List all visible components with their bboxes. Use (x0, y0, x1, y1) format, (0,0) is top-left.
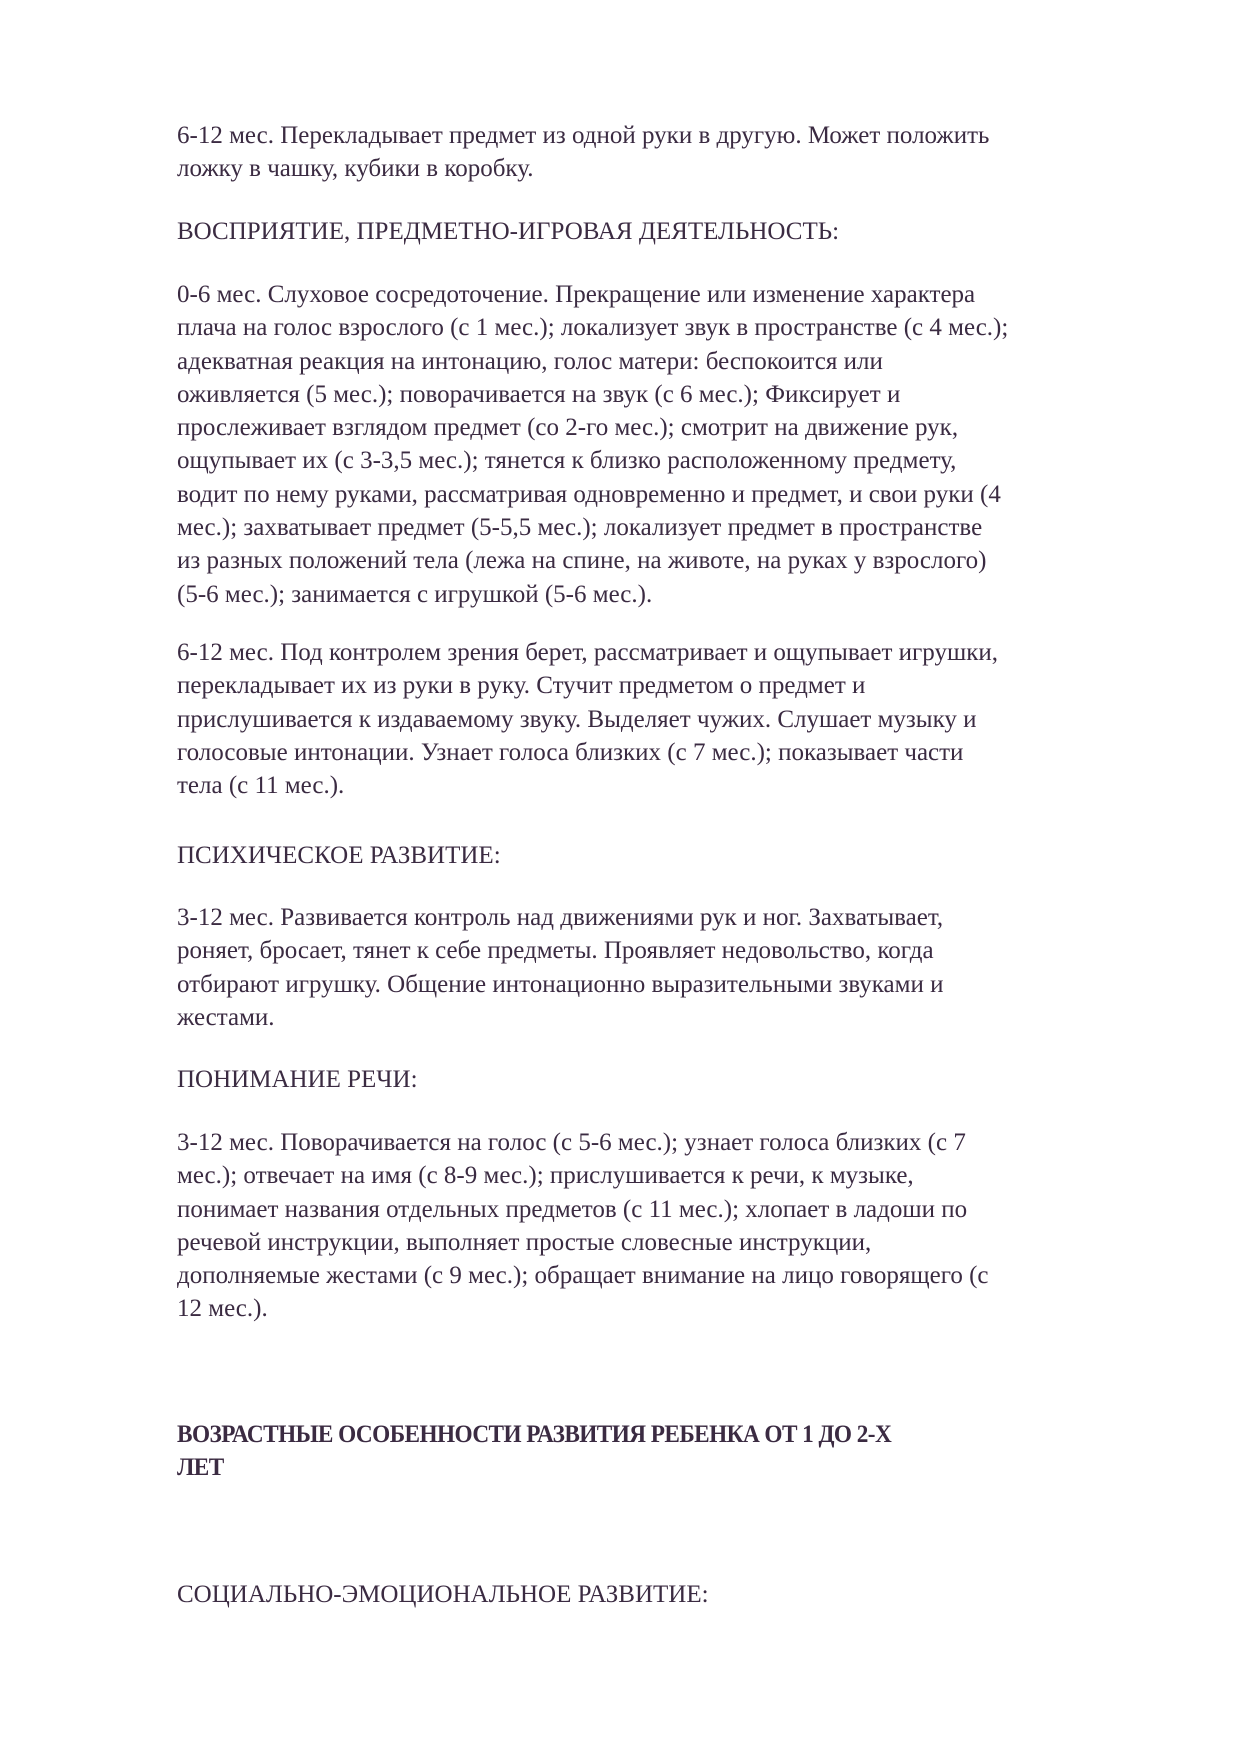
text-line: отбирают игрушку. Общение интонационно выразительными звуками и (177, 970, 944, 998)
text-line: 0-6 мес. Слуховое сосредоточение. Прекращение или изменение характера (177, 281, 976, 308)
text-line: мес.); отвечает на имя (с 8-9 мес.); прислушивается к речи, к музыке, (177, 1162, 914, 1190)
section-heading (177, 1063, 1177, 1096)
paragraph (177, 636, 1177, 802)
text-line: 3-12 мес. Развивается контроль над движениями рук и ног. Захватывает, (177, 904, 944, 931)
section-heading (177, 215, 1177, 248)
text-line: ПСИХИЧЕСКОЕ РАЗВИТИЕ: (177, 842, 501, 869)
section-heading (177, 839, 1177, 872)
paragraph (177, 1126, 1177, 1326)
text-line: прослеживает взглядом предмет (со 2-го мес.); смотрит на движение рук, (177, 414, 959, 442)
text-line: жестами. (177, 1003, 275, 1031)
text-line: прислушивается к издаваемому звуку. Выделяет чужих. Слушает музыку и (177, 705, 977, 733)
text-line: оживляется (5 мес.); поворачивается на звук (с 6 мес.); Фиксирует и (177, 380, 901, 408)
text-line: понимает названия отдельных предметов (с 11 мес.); хлопает в ладоши по (177, 1195, 968, 1223)
section-heading (177, 1578, 1177, 1611)
chapter-title (177, 1418, 1107, 1485)
text-line: ВОСПРИЯТИЕ, ПРЕДМЕТНО-ИГРОВАЯ ДЕЯТЕЛЬНОСТЬ: (177, 218, 840, 245)
text-line: перекладывает их из руки в руку. Стучит предметом о предмет и (177, 672, 866, 700)
text-line: 12 мес.). (177, 1295, 268, 1323)
text-line: тела (с 11 мес.). (177, 772, 345, 800)
text-line: 6-12 мес. Перекладывает предмет из одной руки в другую. Может положить (177, 122, 990, 149)
text-line: дополняемые жестами (с 9 мес.); обращает внимание на лицо говорящего (с (177, 1262, 989, 1290)
paragraph (177, 278, 1177, 611)
text-line: речевой инструкции, выполняет простые словесные инструкции, (177, 1228, 872, 1256)
text-line: 6-12 мес. Под контролем зрения берет, рассматривает и ощупывает игрушки, (177, 639, 998, 666)
text-line: ЛЕТ (177, 1454, 224, 1482)
text-line: ВОЗРАСТНЫЕ ОСОБЕННОСТИ РАЗВИТИЯ РЕБЕНКА ОТ 1 ДО 2-Х (177, 1421, 892, 1448)
text-line: СОЦИАЛЬНО-ЭМОЦИОНАЛЬНОЕ РАЗВИТИЕ: (177, 1581, 709, 1608)
text-line: водит по нему руками, рассматривая одновременно и предмет, и свои руки (4 (177, 480, 1001, 508)
text-line: ПОНИМАНИЕ РЕЧИ: (177, 1066, 418, 1093)
paragraph (177, 119, 1177, 186)
text-line: мес.); захватывает предмет (5-5,5 мес.); локализует предмет в пространстве (177, 514, 983, 542)
text-line: роняет, бросает, тянет к себе предметы. Проявляет недовольство, когда (177, 937, 934, 965)
text-line: плача на голос взрослого (с 1 мес.); локализует звук в пространстве (с 4 мес.); (177, 314, 1009, 342)
paragraph (177, 901, 1177, 1034)
text-line: адекватная реакция на интонацию, голос матери: беспокоится или (177, 347, 883, 375)
text-line: ощупывает их (с 3-3,5 мес.); тянется к близко расположенному предмету, (177, 447, 957, 475)
text-line: из разных положений тела (лежа на спине, на животе, на руках у взрослого) (177, 547, 987, 575)
text-line: 3-12 мес. Поворачивается на голос (с 5-6 мес.); узнает голоса близких (с 7 (177, 1129, 966, 1156)
text-line: ложку в чашку, кубики в коробку. (177, 155, 534, 183)
text-line: голосовые интонации. Узнает голоса близких (с 7 мес.); показывает части (177, 738, 964, 766)
text-line: (5-6 мес.); занимается с игрушкой (5-6 мес.). (177, 580, 653, 608)
